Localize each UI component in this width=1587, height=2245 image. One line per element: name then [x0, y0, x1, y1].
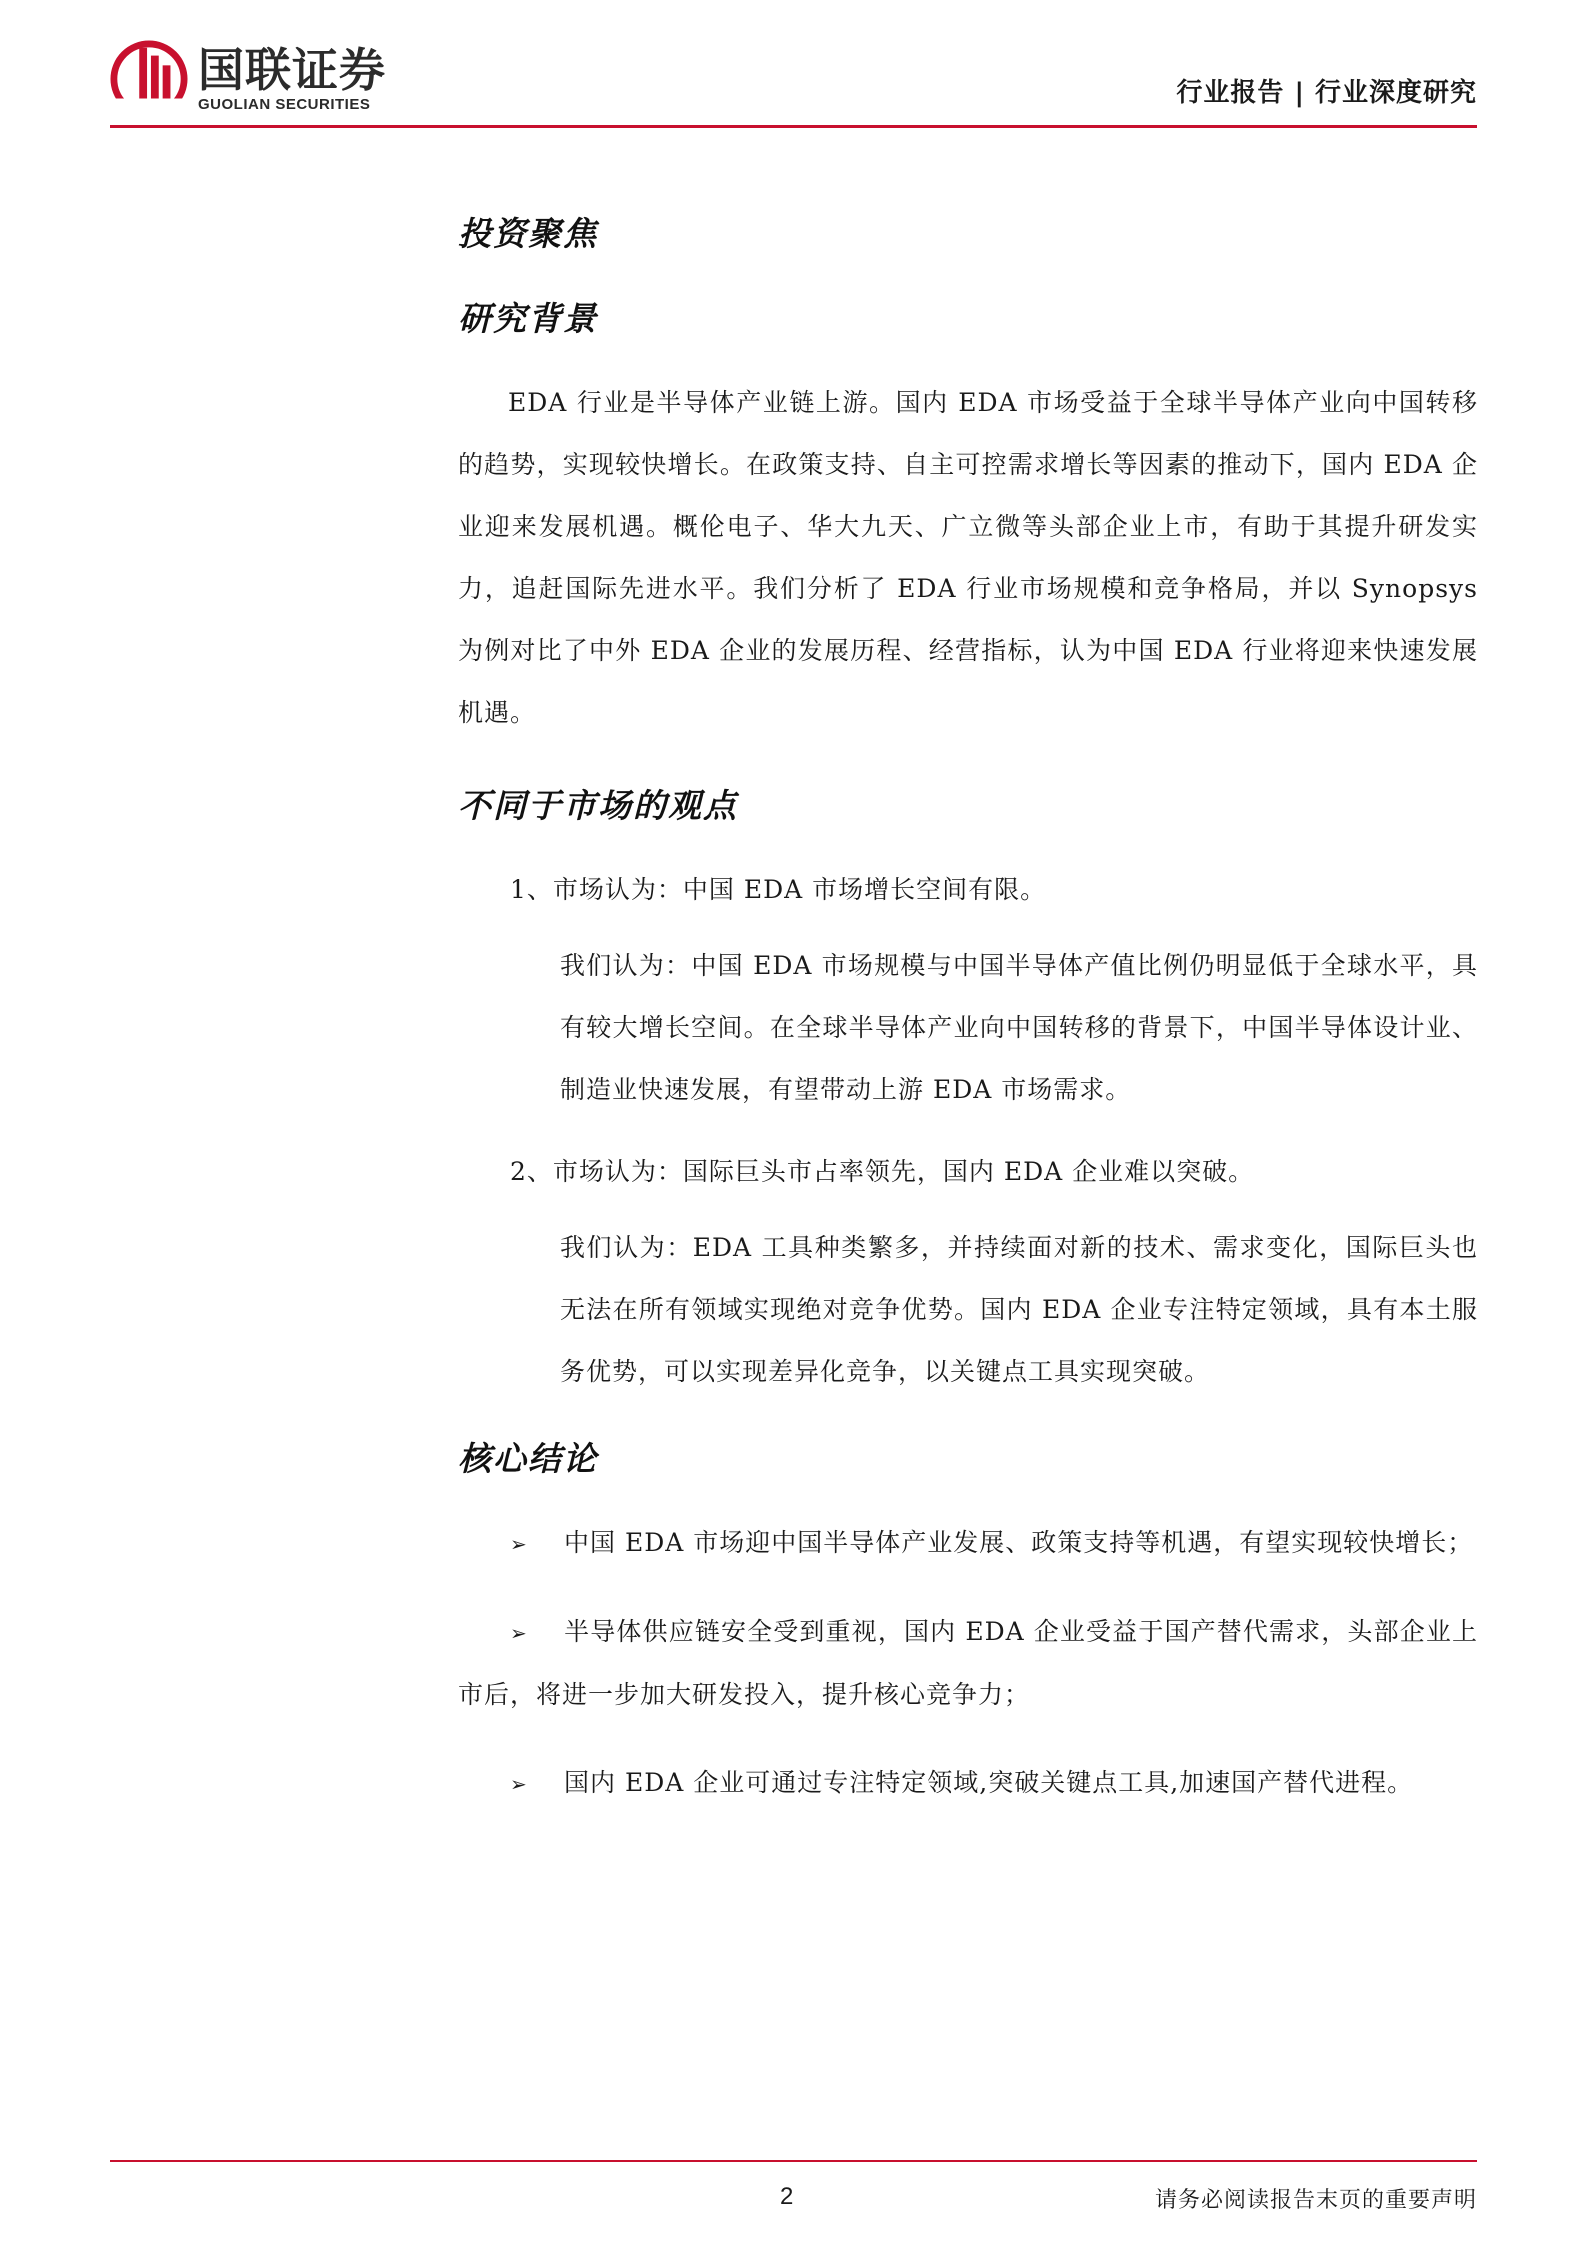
section-title-focus: 投资聚焦: [458, 214, 598, 253]
disclaimer-note: 请务必阅读报告末页的重要声明: [1154, 2188, 1477, 2213]
guolian-logo-icon: [110, 40, 188, 118]
footer-divider: [110, 2160, 1477, 2162]
conclusion-item-2: [458, 1601, 1478, 1726]
conclusion-text: 半导体供应链安全受到重视，国内 EDA 企业受益于国产替代需求，头部企业上市后，将进一步加大研发投入，提升核心竞争力；: [458, 1617, 1478, 1709]
section-title-views: 不同于市场的观点: [458, 786, 738, 825]
conclusion-item-3: [458, 1752, 1478, 1815]
logo-english-name: GUOLIAN SECURITIES: [198, 95, 371, 113]
conclusion-text: 中国 EDA 市场迎中国半导体产业发展、政策支持等机遇，有望实现较快增长；: [564, 1528, 1474, 1557]
section-title-background: 研究背景: [458, 299, 598, 338]
header-divider: [110, 125, 1477, 128]
background-paragraph: EDA 行业是半导体产业链上游。国内 EDA 市场受益于全球半导体产业向中国转移的趋势，实现较快增长。在政策支持、自主可控需求增长等因素的推动下，国内 EDA 企业迎来发展机遇。概伦电子、华大九天、广立微等头部企业上市，有助于其提升研发实力，追赶国际先进水平。我们分析了 EDA 行业市场规模和竞争格局，并以 Synopsys 为例对比了中外 EDA 企业的发展历程、经营指标，认为中国 EDA 行业将迎来快速发展机遇。: [458, 388, 1478, 727]
section-title-conclusion: 核心结论: [458, 1439, 598, 1478]
our-view-1: 我们认为：中国 EDA 市场规模与中国半导体产值比例仍明显低于全球水平，具有较大增长空间。在全球半导体产业向中国转移的背景下，中国半导体设计业、制造业快速发展，有望带动上游 EDA 市场需求。: [560, 951, 1478, 1104]
arrow-bullet-icon: ➢: [510, 1772, 528, 1796]
company-logo: [110, 40, 386, 118]
report-body: [458, 200, 1478, 1815]
conclusion-item-1: [458, 1512, 1478, 1575]
market-view-1: 1、市场认为：中国 EDA 市场增长空间有限。: [510, 875, 1047, 904]
report-category: 行业报告 | 行业深度研究: [1176, 78, 1477, 108]
arrow-bullet-icon: ➢: [510, 1621, 528, 1645]
conclusion-text: 国内 EDA 企业可通过专注特定领域,突破关键点工具,加速国产替代进程。: [564, 1768, 1414, 1797]
arrow-bullet-icon: ➢: [510, 1532, 528, 1556]
page-number: 2: [780, 2183, 794, 2210]
logo-chinese-name: 国联证券: [198, 42, 386, 97]
our-view-2: 我们认为：EDA 工具种类繁多，并持续面对新的技术、需求变化，国际巨头也无法在所有领域实现绝对竞争优势。国内 EDA 企业专注特定领域，具有本土服务优势，可以实现差异化竞争，以关键点工具实现突破。: [560, 1233, 1478, 1386]
market-view-2: 2、市场认为：国际巨头市占率领先，国内 EDA 企业难以突破。: [510, 1157, 1255, 1186]
